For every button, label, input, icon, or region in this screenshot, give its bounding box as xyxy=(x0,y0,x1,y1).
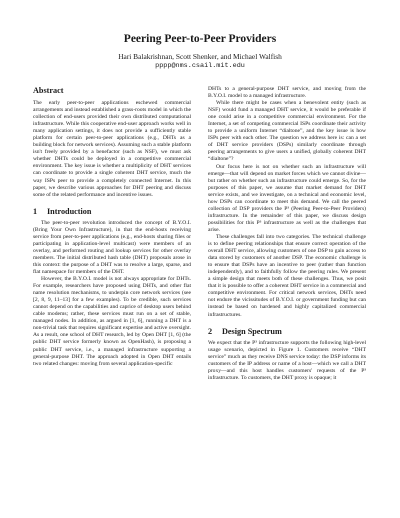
left-column xyxy=(33,86,191,368)
section-2-heading xyxy=(208,327,366,336)
right-paragraph-2: While there might be cases when a benevolent entity (such as NSF) would fund a managed DHT service, it would be preferable if one could arise in a competitive commercial environment. For the Internet, a set of competing commercial ISPs coordinate their activity to provide a uniform Internet “dialtone”, and the key issue is how ISPs peer with each other. The question we address here is: can a set of DHT service providers (DSPs) similarly coordinate through peering arrangements to give users a unified, globally coherent DHT “dialtone”? xyxy=(208,100,366,163)
intro-paragraph-2: However, the B.Y.O.I. model is not always appropriate for DHTs. For example, researchers have proposed using DHTs, and other flat name resolution mechanisms, to underpin core network services (see [2, 8, 9, 11–13] for a few examples). To be credible, such services cannot depend on the capabilities and caprice of desktop users behind cable modems; rather, these services must run on a set of stable, managed nodes. In addition, as argued in [1, 6], running a DHT is a non-trivial task that requires significant expertise and active oversight. As a result, one school of DHT research, led by Open DHT [1, 6] (the public DHT service formerly known as OpenHash), is proposing a public DHT service, i.e., a managed infrastructure supporting a general-purpose DHT. The approach adopted in Open DHT entails two related changes: moving from several application-specific xyxy=(33,276,191,367)
right-paragraph-4: These challenges fall into two categories. The technical challenge is to define peering relationships that ensure correct operation of the overall DHT service, allowing customers of one DSP to gain access to data stored by customers of another DSP. The economic challenge is to ensure that DSPs have an incentive to peer (rather than function independently), and to faithfully follow the peering rules. We present a simple design that meets both of these challenges. Thus, we posit that it is possible to offer a coherent DHT service in a commercial and competitive environment. For critical network services, DHTs need not endure the vicissitudes of B.Y.O.I. or government funding but can instead be based on hardened and highly capitalized commercial infrastructures. xyxy=(208,233,366,318)
section-2-number: 2 xyxy=(208,326,213,336)
contact-email: pppp@nms.csail.mit.edu xyxy=(155,62,245,70)
right-paragraph-1: DHTs to a general-purpose DHT service, and moving from the B.Y.O.I. model to a managed infrastructure. xyxy=(208,86,366,100)
section-2-title: Design Spectrum xyxy=(222,326,282,336)
intro-paragraph-1: The peer-to-peer revolution introduced the concept of B.Y.O.I. (Bring Your Own Infrastructure), in that the end-hosts receiving service from peer-to-peer applications (e.g., end-hosts sharing files or participating in application-level multicast) were members of an overlay, and performed routing and lookup services for other overlay members. The initial distributed hash table (DHT) proposals arose in this context: the purpose of a DHT was to resolve a large, sparse, and flat namespace for members of the DHT. xyxy=(33,219,191,276)
right-paragraph-3: Our focus here is not on whether such an infrastructure will emerge—that will depend on market forces which we cannot divine—but rather on whether such an infrastructure could emerge. So, for the purposes of this paper, we assume that market demand for DHT service exists, and we investigate, on a technical and economic level, how DSPs can coordinate to meet this demand. We call the peered collection of DSP providers the P³ (Peering Peer-to-Peer Providers) infrastructure. In the remainder of this paper, we discuss design possibilities for this P³ infrastructure as well as the challenges that arise. xyxy=(208,163,366,233)
paper-title: Peering Peer-to-Peer Providers xyxy=(123,33,277,45)
section-1-heading xyxy=(33,207,191,216)
section-2-text: We expect that the P³ infrastructure supports the following high-level usage scenario, depicted in Figure 1. Customers receive “DHT service” much as they receive DNS service today: the DSP informs its customers of the IP address or name of a host—which we call a DHT proxy—and this host handles customers' requests of the P³ infrastructure. To customers, the DHT proxy is opaque; it xyxy=(208,339,366,381)
section-1-title: Introduction xyxy=(47,206,92,216)
paper-authors: Hari Balakrishnan, Scott Shenker, and Michael Walfish xyxy=(118,52,282,61)
right-column xyxy=(208,86,366,382)
abstract-text: The early peer-to-peer applications eschewed commercial arrangements and instead established a grass-roots model in which the collection of end-users provided their own distributed computational infrastructure. While this cooperative end-user approach works well in many application settings, it does not provide a sufficiently stable platform for certain peer-to-peer applications (e.g., DHTs as a building block for network services). Assuming such a stable platform isn't freely provided by a benefactor (such as NSF), we must ask whether DHTs could be deployed in a competitive commercial environment. The key issue is whether a multiplicity of DHT services can coordinate to provide a single coherent DHT service, much the way ISPs peer to provide a completely connected Internet. In this paper, we describe various approaches for DHT peering and discuss some of the related performance and incentive issues. xyxy=(33,100,191,198)
section-1-number: 1 xyxy=(33,206,38,216)
abstract-heading: Abstract xyxy=(33,86,64,95)
